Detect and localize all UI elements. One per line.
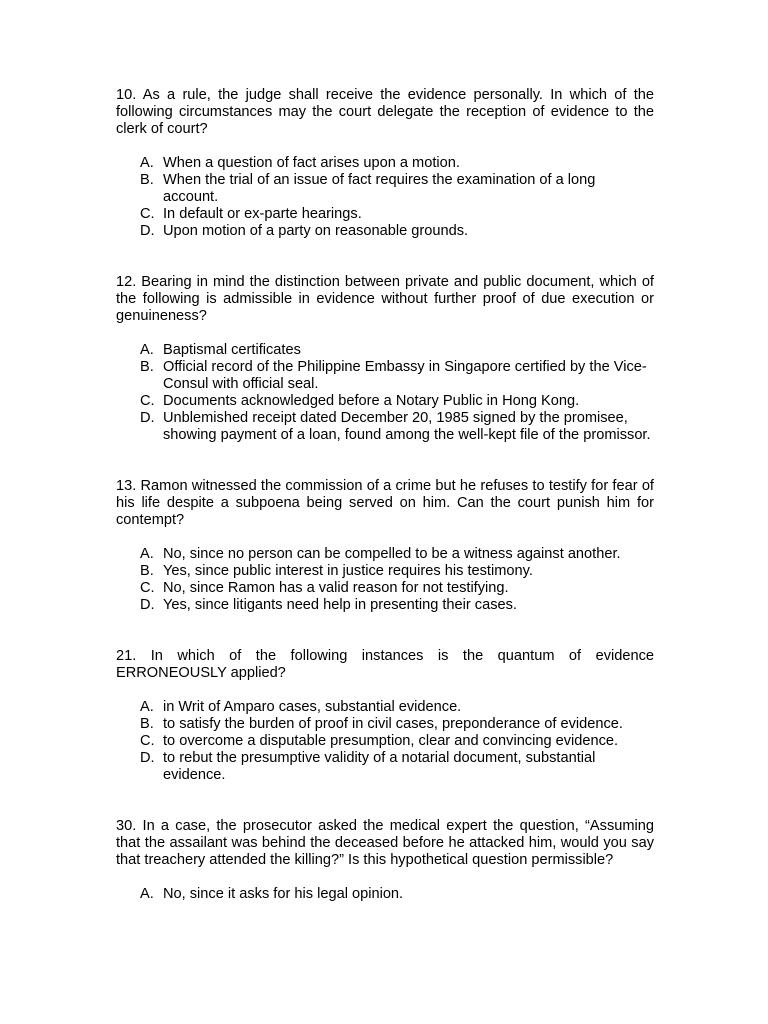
- question-text: 13. Ramon witnessed the commission of a crime but he refuses to testify for fear of his life despite a subpoena being served on him. Can the court punish him for contempt?: [116, 478, 654, 528]
- document-page: [116, 87, 654, 903]
- option-text: Yes, since litigants need help in presenting their cases.: [163, 597, 517, 613]
- option-text: When the trial of an issue of fact requires the examination of a long account.: [163, 172, 596, 205]
- option-item: [116, 597, 654, 614]
- option-item: [116, 580, 654, 597]
- option-item: [116, 393, 654, 410]
- option-item: [116, 223, 654, 240]
- option-text: in Writ of Amparo cases, substantial evidence.: [163, 699, 462, 715]
- option-letter: B.: [140, 359, 154, 375]
- question-text: 21. In which of the following instances is the quantum of evidence ERRONEOUSLY applied?: [116, 648, 654, 681]
- question-text: 12. Bearing in mind the distinction between private and public document, which of the following is admissible in evidence without further proof of due execution or genuineness?: [116, 274, 654, 324]
- option-letter: C.: [140, 580, 155, 596]
- option-text: In default or ex-parte hearings.: [163, 206, 362, 222]
- option-text: to satisfy the burden of proof in civil cases, preponderance of evidence.: [163, 716, 623, 732]
- option-letter: A.: [140, 699, 154, 715]
- option-letter: C.: [140, 733, 155, 749]
- option-list: [116, 699, 654, 784]
- spacer: [116, 784, 654, 818]
- option-list: [116, 546, 654, 614]
- option-letter: C.: [140, 206, 155, 222]
- option-letter: A.: [140, 546, 154, 562]
- option-letter: D.: [140, 597, 155, 613]
- option-text: Official record of the Philippine Embassy in Singapore certified by the Vice- Consul with official seal.: [163, 359, 647, 392]
- option-text: Baptismal certificates: [163, 342, 301, 358]
- option-item: [116, 886, 654, 903]
- question-12: [116, 274, 654, 444]
- option-letter: D.: [140, 223, 155, 239]
- question-21: [116, 648, 654, 784]
- option-item: [116, 172, 654, 206]
- option-text: Unblemished receipt dated December 20, 1985 signed by the promisee, showing payment of a loan, found among the well-kept file of the promissor.: [163, 410, 651, 443]
- option-item: [116, 750, 654, 784]
- option-letter: B.: [140, 172, 154, 188]
- option-text: Upon motion of a party on reasonable grounds.: [163, 223, 469, 239]
- option-text: No, since Ramon has a valid reason for not testifying.: [163, 580, 509, 596]
- question-text: 30. In a case, the prosecutor asked the medical expert the question, “Assuming that the assailant was behind the deceased before he attacked him, would you say that treachery attended the killing?” Is this hypothetical question permissible?: [116, 818, 654, 868]
- option-text: to rebut the presumptive validity of a notarial document, substantial evidence.: [163, 750, 596, 783]
- option-item: [116, 206, 654, 223]
- option-text: When a question of fact arises upon a motion.: [163, 155, 460, 171]
- option-item: [116, 546, 654, 563]
- option-item: [116, 359, 654, 393]
- option-item: [116, 733, 654, 750]
- option-item: [116, 410, 654, 444]
- spacer: [116, 240, 654, 274]
- spacer: [116, 614, 654, 648]
- option-text: to overcome a disputable presumption, clear and convincing evidence.: [163, 733, 619, 749]
- question-30: [116, 818, 654, 903]
- option-letter: B.: [140, 716, 154, 732]
- option-letter: D.: [140, 410, 155, 426]
- option-text: Yes, since public interest in justice requires his testimony.: [163, 563, 533, 579]
- option-letter: B.: [140, 563, 154, 579]
- option-item: [116, 342, 654, 359]
- option-letter: A.: [140, 155, 154, 171]
- option-list: [116, 155, 654, 240]
- option-item: [116, 155, 654, 172]
- option-item: [116, 563, 654, 580]
- option-text: No, since no person can be compelled to be a witness against another.: [163, 546, 621, 562]
- question-text: 10. As a rule, the judge shall receive the evidence personally. In which of the following circumstances may the court delegate the reception of evidence to the clerk of court?: [116, 87, 654, 137]
- option-letter: D.: [140, 750, 155, 766]
- option-list: [116, 342, 654, 444]
- option-letter: A.: [140, 886, 154, 902]
- question-10: [116, 87, 654, 240]
- option-item: [116, 716, 654, 733]
- option-list: [116, 886, 654, 903]
- option-letter: A.: [140, 342, 154, 358]
- option-text: No, since it asks for his legal opinion.: [163, 886, 404, 902]
- spacer: [116, 444, 654, 478]
- question-13: [116, 478, 654, 614]
- option-item: [116, 699, 654, 716]
- option-text: Documents acknowledged before a Notary Public in Hong Kong.: [163, 393, 580, 409]
- option-letter: C.: [140, 393, 155, 409]
